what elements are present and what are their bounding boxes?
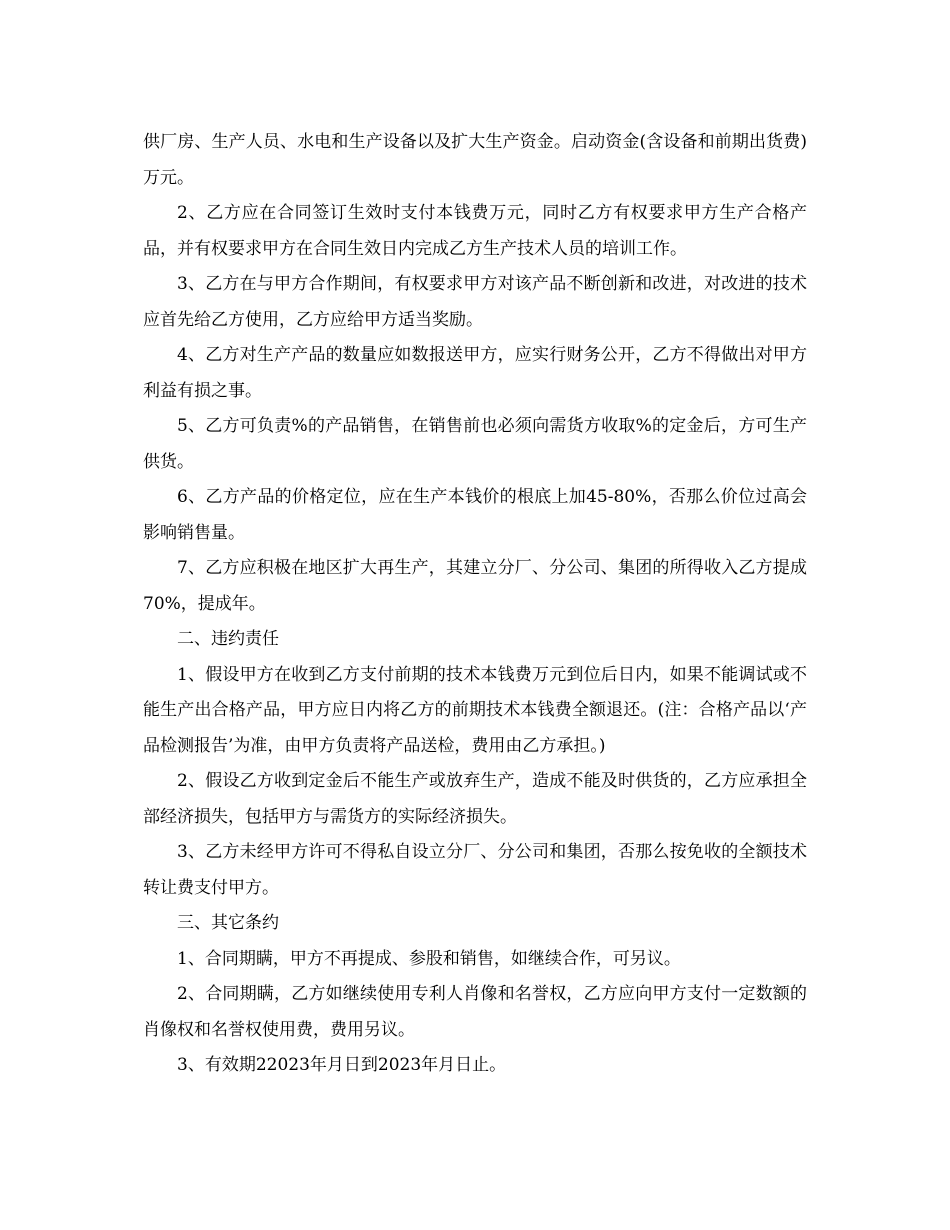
paragraph-4: 5、乙方可负责%的产品销售，在销售前也必须向需货方收取%的定金后，方可生产供货。 — [143, 416, 807, 472]
paragraph-8: 1、假设甲方在收到乙方支付前期的技术本钱费万元到位后日内，如果不能调试或不能生产出合格产品，甲方应日内将乙方的前期技术本钱费全额退还。(注：合格产品以‘产品检测报告’为准，由甲方负责将产品送检，费用由乙方承担。) — [143, 664, 807, 756]
paragraph-1: 2、乙方应在合同签订生效时支付本钱费万元，同时乙方有权要求甲方生产合格产品，并有权要求甲方在合同生效日内完成乙方生产技术人员的培训工作。 — [143, 203, 807, 259]
paragraph-14: 3、有效期22023年月日到2023年月日止。 — [177, 1055, 507, 1075]
section-heading-other-terms: 三、其它条约 — [177, 913, 279, 933]
paragraph-13: 2、合同期瞒，乙方如继续使用专利人肖像和名誉权，乙方应向甲方支付一定数额的肖像权和名誉权使用费，费用另议。 — [143, 984, 807, 1040]
paragraph-0: 供厂房、生产人员、水电和生产设备以及扩大生产资金。启动资金(含设备和前期出货费)万元。 — [143, 132, 807, 188]
paragraph-9: 2、假设乙方收到定金后不能生产或放弃生产，造成不能及时供货的，乙方应承担全部经济损失，包括甲方与需货方的实际经济损失。 — [143, 771, 807, 827]
paragraph-6: 7、乙方应积极在地区扩大再生产，其建立分厂、分公司、集团的所得收入乙方提成70%，提成年。 — [143, 558, 807, 614]
paragraph-12: 1、合同期瞒，甲方不再提成、参股和销售，如继续合作，可另议。 — [177, 948, 681, 969]
section-heading-breach-liability: 二、违约责任 — [177, 629, 279, 649]
document-body — [143, 125, 807, 1084]
paragraph-3: 4、乙方对生产产品的数量应如数报送甲方，应实行财务公开，乙方不得做出对甲方利益有损之事。 — [143, 345, 807, 401]
paragraph-5: 6、乙方产品的价格定位，应在生产本钱价的根底上加45-80%，否那么价位过高会影响销售量。 — [143, 487, 807, 543]
paragraph-2: 3、乙方在与甲方合作期间，有权要求甲方对该产品不断创新和改进，对改进的技术应首先给乙方使用，乙方应给甲方适当奖励。 — [143, 274, 807, 330]
paragraph-10: 3、乙方未经甲方许可不得私自设立分厂、分公司和集团，否那么按免收的全额技术转让费支付甲方。 — [143, 842, 807, 898]
